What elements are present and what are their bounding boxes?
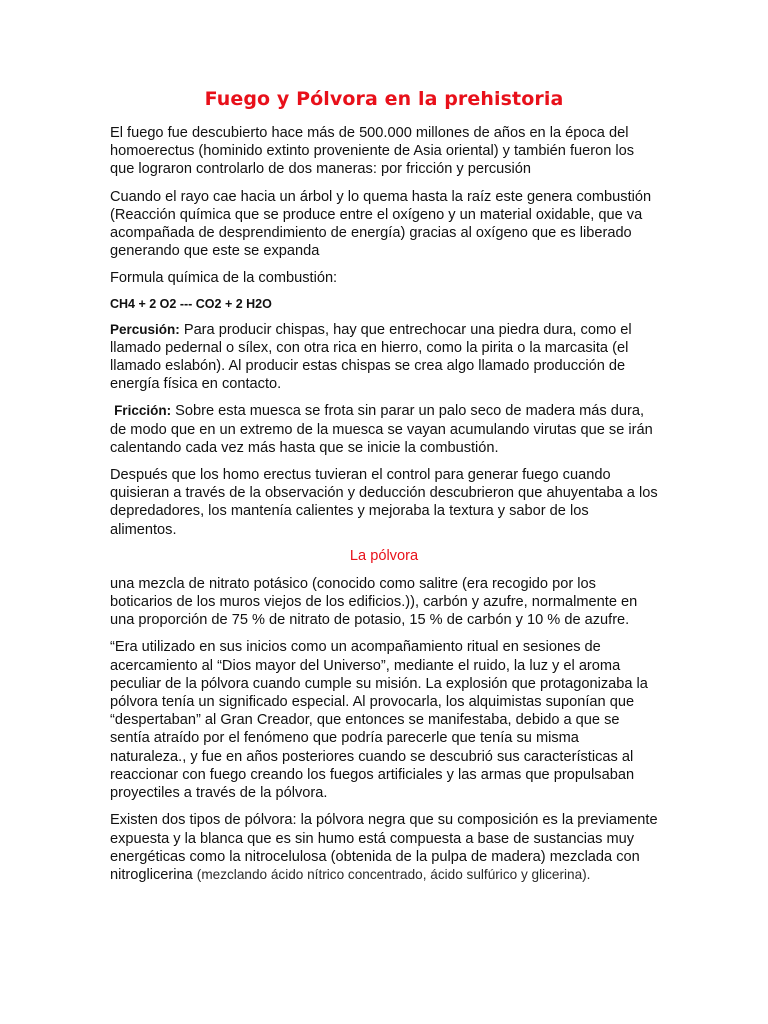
types-text-end: (mezclando ácido nítrico concentrado, ácido sulfúrico y glicerina). bbox=[196, 866, 591, 882]
percusion-term: Percusión: bbox=[110, 321, 180, 337]
friccion-text: Sobre esta muesca se frota sin parar un palo seco de madera más dura, de modo que en un extremo de la muesca se vayan acumulando virutas que se irán calentando cada vez más hasta que se inicie la combustión. bbox=[110, 403, 653, 456]
paragraph-formula-intro: Formula química de la combustión: bbox=[110, 270, 338, 287]
paragraph-percusion bbox=[110, 321, 658, 394]
paragraph-lightning: Cuando el rayo cae hacia un árbol y lo quema hasta la raíz este genera combustión (Reacción química que se produce entre el oxígeno y un material oxidable, que va acompañada de desprendimiento de energía) gracias al oxígeno que es liberado generando que este se expanda bbox=[110, 188, 652, 260]
paragraph-friccion bbox=[110, 402, 658, 457]
paragraph-mixture: una mezcla de nitrato potásico (conocido como salitre (era recogido por los boticarios de los muros viejos de los edificios.)), carbón y azufre, normalmente en una proporción de 75 % de nitrato de potasio, 15 % de carbón y 10 % de azufre. bbox=[110, 575, 638, 629]
paragraph-ritual-quote: “Era utilizado en sus inicios como un acompañamiento ritual en sesiones de acercamiento al “Dios mayor del Universo”, mediante el ruido, la luz y el aroma peculiar de la pólvora cuando cumple su misión. La explosión que protagonizaba la pólvora tenía un significado especial. Al provocarla, los alquimistas suponían que “despertaban” al Gran Creador, que entonces se manifestaba, debido a que se sentía atraído por el fenómeno que podría parecerle que tenía su misma naturaleza., y fue en años posteriores cuando se descubrió sus características al reaccionar con fuego creando los fuegos artificiales y las armas que propulsaban proyectiles a través de la pólvora. bbox=[110, 639, 648, 802]
paragraph-discovery: El fuego fue descubierto hace más de 500.000 millones de años en la época del homoerectus (hominido extinto proveniente de Asia oriental) y también fueron los que lograron controlarlo de dos maneras: por fricción y percusión bbox=[110, 125, 635, 178]
document-title: Fuego y Pólvora en la prehistoria bbox=[204, 88, 564, 110]
percusion-text: Para producir chispas, hay que entrechocar una piedra dura, como el llamado pedernal o sílex, con otra rica en hierro, como la pirita o la marcasita (el llamado eslabón). Al producir estas chispas se crea algo llamado producción de energía física en contacto. bbox=[110, 321, 632, 393]
chemical-formula: CH4 + 2 O2 --- CO2 + 2 H2O bbox=[110, 296, 272, 311]
section-subtitle: La pólvora bbox=[349, 547, 419, 564]
paragraph-after-control: Después que los homo erectus tuvieran el control para generar fuego cuando quisieran a través de la observación y deducción descubrieron que ahuyentaba a los depredadores, los mantenía calientes y mejoraba la textura y sabor de los alimentos. bbox=[110, 467, 658, 538]
friccion-term: Fricción: bbox=[114, 403, 172, 419]
types-text: Existen dos tipos de pólvora: la pólvora negra que su composición es la previamente expuesta y la blanca que es sin humo está compuesta a base de sustancias muy energéticas como la nitrocelulosa (obtenida de la pulpa de madera) mezclada con nitroglicerina bbox=[110, 812, 658, 883]
paragraph-types bbox=[110, 811, 658, 884]
document-page bbox=[110, 88, 658, 893]
